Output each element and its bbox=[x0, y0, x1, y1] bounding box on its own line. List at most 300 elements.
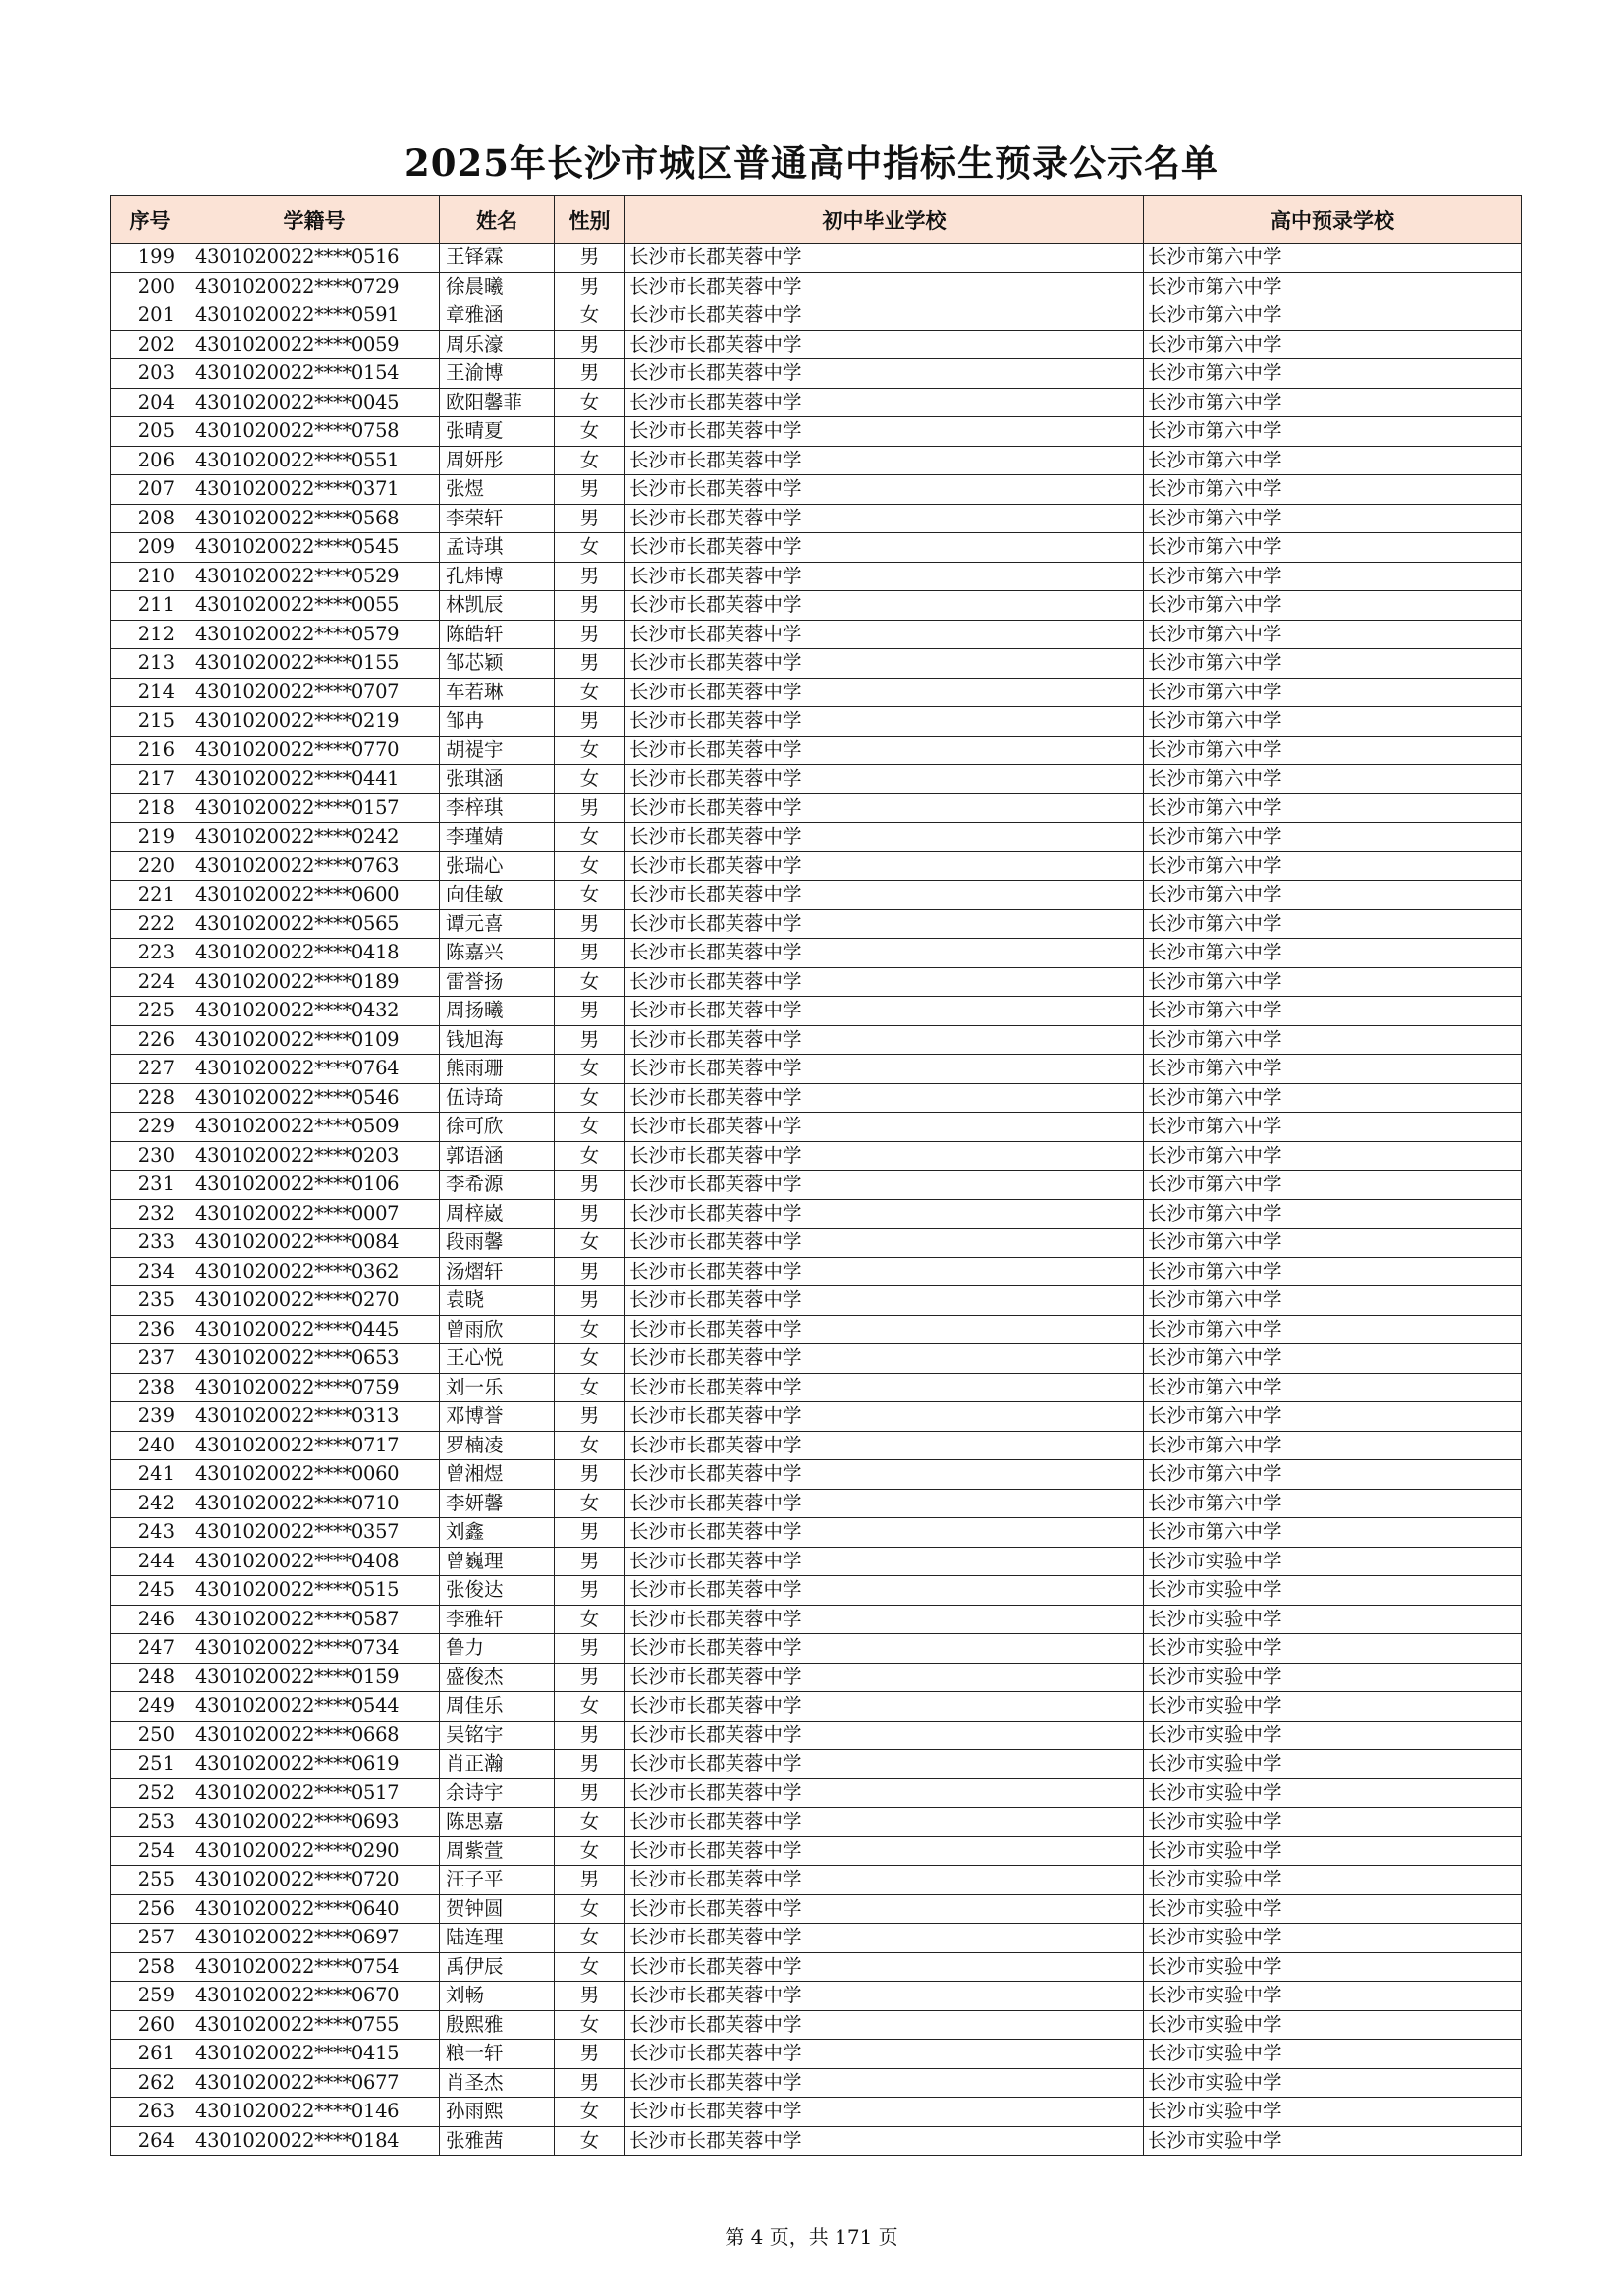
cell-middle-school: 长沙市长郡芙蓉中学 bbox=[625, 1141, 1144, 1171]
cell-gender: 男 bbox=[555, 244, 625, 273]
table-row bbox=[111, 1113, 1522, 1142]
cell-student-id: 4301020022****0415 bbox=[189, 2040, 440, 2069]
cell-name: 肖正瀚 bbox=[440, 1750, 555, 1779]
cell-name: 张雅茜 bbox=[440, 2126, 555, 2156]
cell-middle-school: 长沙市长郡芙蓉中学 bbox=[625, 1257, 1144, 1286]
table-row bbox=[111, 1402, 1522, 1432]
cell-high-school: 长沙市第六中学 bbox=[1144, 823, 1522, 852]
cell-student-id: 4301020022****0155 bbox=[189, 649, 440, 679]
cell-gender: 男 bbox=[555, 359, 625, 389]
table-row bbox=[111, 967, 1522, 997]
cell-index: 242 bbox=[111, 1489, 189, 1518]
table-row bbox=[111, 1982, 1522, 2011]
cell-middle-school: 长沙市长郡芙蓉中学 bbox=[625, 967, 1144, 997]
cell-high-school: 长沙市第六中学 bbox=[1144, 1402, 1522, 1432]
cell-gender: 男 bbox=[555, 1199, 625, 1229]
cell-name: 吴铭宇 bbox=[440, 1721, 555, 1750]
cell-student-id: 4301020022****0770 bbox=[189, 736, 440, 765]
table-row bbox=[111, 2040, 1522, 2069]
cell-name: 李梓琪 bbox=[440, 793, 555, 823]
cell-index: 240 bbox=[111, 1431, 189, 1460]
cell-middle-school: 长沙市长郡芙蓉中学 bbox=[625, 1489, 1144, 1518]
cell-index: 244 bbox=[111, 1547, 189, 1576]
cell-gender: 男 bbox=[555, 591, 625, 621]
cell-index: 213 bbox=[111, 649, 189, 679]
cell-middle-school: 长沙市长郡芙蓉中学 bbox=[625, 1924, 1144, 1953]
cell-gender: 男 bbox=[555, 1547, 625, 1576]
cell-high-school: 长沙市第六中学 bbox=[1144, 1286, 1522, 1316]
cell-high-school: 长沙市实验中学 bbox=[1144, 1778, 1522, 1808]
table-row bbox=[111, 1634, 1522, 1664]
cell-student-id: 4301020022****0084 bbox=[189, 1229, 440, 1258]
cell-name: 汤熠轩 bbox=[440, 1257, 555, 1286]
cell-high-school: 长沙市第六中学 bbox=[1144, 446, 1522, 475]
cell-student-id: 4301020022****0677 bbox=[189, 2068, 440, 2098]
cell-index: 218 bbox=[111, 793, 189, 823]
cell-index: 200 bbox=[111, 272, 189, 301]
cell-gender: 男 bbox=[555, 793, 625, 823]
cell-index: 253 bbox=[111, 1808, 189, 1837]
cell-gender: 女 bbox=[555, 417, 625, 447]
cell-index: 215 bbox=[111, 707, 189, 737]
table-row bbox=[111, 736, 1522, 765]
cell-name: 曾雨欣 bbox=[440, 1315, 555, 1344]
cell-middle-school: 长沙市长郡芙蓉中学 bbox=[625, 591, 1144, 621]
header-gender: 性别 bbox=[555, 196, 625, 244]
cell-high-school: 长沙市第六中学 bbox=[1144, 272, 1522, 301]
table-row bbox=[111, 851, 1522, 881]
cell-name: 孔炜博 bbox=[440, 562, 555, 591]
table-row bbox=[111, 1171, 1522, 1200]
cell-index: 262 bbox=[111, 2068, 189, 2098]
cell-index: 199 bbox=[111, 244, 189, 273]
table-row bbox=[111, 1750, 1522, 1779]
table-row bbox=[111, 1315, 1522, 1344]
cell-name: 粮一轩 bbox=[440, 2040, 555, 2069]
cell-middle-school: 长沙市长郡芙蓉中学 bbox=[625, 359, 1144, 389]
cell-high-school: 长沙市第六中学 bbox=[1144, 939, 1522, 968]
cell-name: 张琪涵 bbox=[440, 765, 555, 794]
cell-name: 张俊达 bbox=[440, 1576, 555, 1606]
cell-high-school: 长沙市第六中学 bbox=[1144, 1257, 1522, 1286]
cell-index: 219 bbox=[111, 823, 189, 852]
table-row bbox=[111, 359, 1522, 389]
cell-high-school: 长沙市第六中学 bbox=[1144, 736, 1522, 765]
cell-name: 肖圣杰 bbox=[440, 2068, 555, 2098]
cell-middle-school: 长沙市长郡芙蓉中学 bbox=[625, 909, 1144, 939]
cell-high-school: 长沙市第六中学 bbox=[1144, 851, 1522, 881]
cell-name: 鲁力 bbox=[440, 1634, 555, 1664]
cell-index: 258 bbox=[111, 1952, 189, 1982]
table-row bbox=[111, 1257, 1522, 1286]
cell-name: 陆连理 bbox=[440, 1924, 555, 1953]
cell-gender: 男 bbox=[555, 939, 625, 968]
header-name: 姓名 bbox=[440, 196, 555, 244]
table-row bbox=[111, 1489, 1522, 1518]
table-row bbox=[111, 446, 1522, 475]
cell-middle-school: 长沙市长郡芙蓉中学 bbox=[625, 562, 1144, 591]
cell-gender: 男 bbox=[555, 330, 625, 359]
cell-student-id: 4301020022****0045 bbox=[189, 388, 440, 417]
cell-gender: 男 bbox=[555, 649, 625, 679]
table-row bbox=[111, 1229, 1522, 1258]
cell-student-id: 4301020022****0758 bbox=[189, 417, 440, 447]
cell-high-school: 长沙市第六中学 bbox=[1144, 1315, 1522, 1344]
cell-high-school: 长沙市第六中学 bbox=[1144, 244, 1522, 273]
table-row bbox=[111, 1141, 1522, 1171]
cell-gender: 男 bbox=[555, 562, 625, 591]
cell-index: 223 bbox=[111, 939, 189, 968]
cell-middle-school: 长沙市长郡芙蓉中学 bbox=[625, 2040, 1144, 2069]
cell-middle-school: 长沙市长郡芙蓉中学 bbox=[625, 1402, 1144, 1432]
cell-student-id: 4301020022****0362 bbox=[189, 1257, 440, 1286]
table-row bbox=[111, 272, 1522, 301]
cell-high-school: 长沙市实验中学 bbox=[1144, 1952, 1522, 1982]
table-row bbox=[111, 1055, 1522, 1084]
cell-gender: 女 bbox=[555, 678, 625, 707]
table-row bbox=[111, 1518, 1522, 1548]
cell-middle-school: 长沙市长郡芙蓉中学 bbox=[625, 678, 1144, 707]
cell-name: 王铎霖 bbox=[440, 244, 555, 273]
cell-gender: 男 bbox=[555, 1402, 625, 1432]
cell-index: 243 bbox=[111, 1518, 189, 1548]
cell-middle-school: 长沙市长郡芙蓉中学 bbox=[625, 1431, 1144, 1460]
cell-high-school: 长沙市第六中学 bbox=[1144, 1373, 1522, 1402]
cell-name: 徐可欣 bbox=[440, 1113, 555, 1142]
cell-high-school: 长沙市第六中学 bbox=[1144, 678, 1522, 707]
table-row bbox=[111, 1547, 1522, 1576]
cell-index: 251 bbox=[111, 1750, 189, 1779]
cell-middle-school: 长沙市长郡芙蓉中学 bbox=[625, 2010, 1144, 2040]
cell-index: 201 bbox=[111, 301, 189, 331]
cell-index: 235 bbox=[111, 1286, 189, 1316]
table-row bbox=[111, 417, 1522, 447]
cell-student-id: 4301020022****0693 bbox=[189, 1808, 440, 1837]
cell-student-id: 4301020022****0754 bbox=[189, 1952, 440, 1982]
cell-student-id: 4301020022****0729 bbox=[189, 272, 440, 301]
cell-high-school: 长沙市实验中学 bbox=[1144, 1894, 1522, 1924]
cell-middle-school: 长沙市长郡芙蓉中学 bbox=[625, 1344, 1144, 1374]
cell-gender: 男 bbox=[555, 475, 625, 505]
cell-middle-school: 长沙市长郡芙蓉中学 bbox=[625, 1518, 1144, 1548]
cell-middle-school: 长沙市长郡芙蓉中学 bbox=[625, 533, 1144, 563]
cell-student-id: 4301020022****0546 bbox=[189, 1083, 440, 1113]
cell-student-id: 4301020022****0717 bbox=[189, 1431, 440, 1460]
cell-gender: 女 bbox=[555, 967, 625, 997]
cell-gender: 女 bbox=[555, 2010, 625, 2040]
cell-student-id: 4301020022****0445 bbox=[189, 1315, 440, 1344]
table-row bbox=[111, 765, 1522, 794]
cell-high-school: 长沙市第六中学 bbox=[1144, 997, 1522, 1026]
cell-name: 曾湘煜 bbox=[440, 1460, 555, 1490]
cell-name: 周佳乐 bbox=[440, 1692, 555, 1722]
cell-student-id: 4301020022****0203 bbox=[189, 1141, 440, 1171]
cell-name: 向佳敏 bbox=[440, 881, 555, 910]
cell-middle-school: 长沙市长郡芙蓉中学 bbox=[625, 1547, 1144, 1576]
cell-student-id: 4301020022****0600 bbox=[189, 881, 440, 910]
table-row bbox=[111, 1286, 1522, 1316]
table-row bbox=[111, 1025, 1522, 1055]
cell-gender: 女 bbox=[555, 2126, 625, 2156]
cell-middle-school: 长沙市长郡芙蓉中学 bbox=[625, 1083, 1144, 1113]
cell-high-school: 长沙市第六中学 bbox=[1144, 359, 1522, 389]
cell-name: 孙雨熙 bbox=[440, 2098, 555, 2127]
cell-index: 259 bbox=[111, 1982, 189, 2011]
cell-high-school: 长沙市第六中学 bbox=[1144, 909, 1522, 939]
cell-high-school: 长沙市实验中学 bbox=[1144, 1576, 1522, 1606]
cell-name: 盛俊杰 bbox=[440, 1663, 555, 1692]
cell-name: 谭元喜 bbox=[440, 909, 555, 939]
cell-middle-school: 长沙市长郡芙蓉中学 bbox=[625, 881, 1144, 910]
cell-gender: 女 bbox=[555, 1141, 625, 1171]
cell-name: 王渝博 bbox=[440, 359, 555, 389]
cell-student-id: 4301020022****0764 bbox=[189, 1055, 440, 1084]
cell-student-id: 4301020022****0551 bbox=[189, 446, 440, 475]
cell-high-school: 长沙市实验中学 bbox=[1144, 1836, 1522, 1866]
cell-student-id: 4301020022****0007 bbox=[189, 1199, 440, 1229]
cell-middle-school: 长沙市长郡芙蓉中学 bbox=[625, 1315, 1144, 1344]
cell-high-school: 长沙市第六中学 bbox=[1144, 533, 1522, 563]
cell-name: 章雅涵 bbox=[440, 301, 555, 331]
cell-gender: 女 bbox=[555, 1894, 625, 1924]
cell-student-id: 4301020022****0313 bbox=[189, 1402, 440, 1432]
page-title: 2025年长沙市城区普通高中指标生预录公示名单 bbox=[405, 141, 1218, 185]
cell-student-id: 4301020022****0154 bbox=[189, 359, 440, 389]
cell-index: 263 bbox=[111, 2098, 189, 2127]
cell-middle-school: 长沙市长郡芙蓉中学 bbox=[625, 1836, 1144, 1866]
cell-high-school: 长沙市第六中学 bbox=[1144, 620, 1522, 649]
cell-index: 252 bbox=[111, 1778, 189, 1808]
cell-middle-school: 长沙市长郡芙蓉中学 bbox=[625, 1576, 1144, 1606]
cell-index: 256 bbox=[111, 1894, 189, 1924]
table-row bbox=[111, 475, 1522, 505]
cell-name: 李瑾婧 bbox=[440, 823, 555, 852]
cell-gender: 男 bbox=[555, 1576, 625, 1606]
cell-name: 殷熙雅 bbox=[440, 2010, 555, 2040]
table-row bbox=[111, 1199, 1522, 1229]
cell-gender: 女 bbox=[555, 823, 625, 852]
cell-middle-school: 长沙市长郡芙蓉中学 bbox=[625, 736, 1144, 765]
cell-middle-school: 长沙市长郡芙蓉中学 bbox=[625, 1808, 1144, 1837]
cell-name: 陈嘉兴 bbox=[440, 939, 555, 968]
cell-high-school: 长沙市第六中学 bbox=[1144, 504, 1522, 533]
cell-index: 217 bbox=[111, 765, 189, 794]
cell-middle-school: 长沙市长郡芙蓉中学 bbox=[625, 272, 1144, 301]
cell-name: 段雨馨 bbox=[440, 1229, 555, 1258]
cell-middle-school: 长沙市长郡芙蓉中学 bbox=[625, 997, 1144, 1026]
cell-index: 224 bbox=[111, 967, 189, 997]
cell-gender: 男 bbox=[555, 707, 625, 737]
cell-middle-school: 长沙市长郡芙蓉中学 bbox=[625, 475, 1144, 505]
cell-student-id: 4301020022****0371 bbox=[189, 475, 440, 505]
cell-high-school: 长沙市第六中学 bbox=[1144, 591, 1522, 621]
cell-name: 王心悦 bbox=[440, 1344, 555, 1374]
cell-middle-school: 长沙市长郡芙蓉中学 bbox=[625, 1663, 1144, 1692]
table-row bbox=[111, 620, 1522, 649]
cell-index: 226 bbox=[111, 1025, 189, 1055]
table-row bbox=[111, 1431, 1522, 1460]
cell-student-id: 4301020022****0653 bbox=[189, 1344, 440, 1374]
cell-index: 261 bbox=[111, 2040, 189, 2069]
cell-index: 232 bbox=[111, 1199, 189, 1229]
cell-high-school: 长沙市第六中学 bbox=[1144, 1171, 1522, 1200]
cell-gender: 女 bbox=[555, 301, 625, 331]
cell-index: 230 bbox=[111, 1141, 189, 1171]
cell-student-id: 4301020022****0441 bbox=[189, 765, 440, 794]
cell-middle-school: 长沙市长郡芙蓉中学 bbox=[625, 851, 1144, 881]
table-row bbox=[111, 881, 1522, 910]
cell-index: 233 bbox=[111, 1229, 189, 1258]
cell-student-id: 4301020022****0357 bbox=[189, 1518, 440, 1548]
cell-name: 刘畅 bbox=[440, 1982, 555, 2011]
cell-middle-school: 长沙市长郡芙蓉中学 bbox=[625, 388, 1144, 417]
table-row bbox=[111, 649, 1522, 679]
cell-student-id: 4301020022****0565 bbox=[189, 909, 440, 939]
cell-middle-school: 长沙市长郡芙蓉中学 bbox=[625, 1721, 1144, 1750]
table-row bbox=[111, 2068, 1522, 2098]
cell-student-id: 4301020022****0516 bbox=[189, 244, 440, 273]
cell-index: 212 bbox=[111, 620, 189, 649]
cell-middle-school: 长沙市长郡芙蓉中学 bbox=[625, 1750, 1144, 1779]
cell-high-school: 长沙市第六中学 bbox=[1144, 330, 1522, 359]
cell-high-school: 长沙市实验中学 bbox=[1144, 2098, 1522, 2127]
table-row bbox=[111, 793, 1522, 823]
table-row bbox=[111, 707, 1522, 737]
cell-middle-school: 长沙市长郡芙蓉中学 bbox=[625, 1778, 1144, 1808]
cell-middle-school: 长沙市长郡芙蓉中学 bbox=[625, 1025, 1144, 1055]
cell-index: 229 bbox=[111, 1113, 189, 1142]
cell-index: 237 bbox=[111, 1344, 189, 1374]
table-row bbox=[111, 1808, 1522, 1837]
cell-index: 264 bbox=[111, 2126, 189, 2156]
cell-student-id: 4301020022****0710 bbox=[189, 1489, 440, 1518]
cell-student-id: 4301020022****0242 bbox=[189, 823, 440, 852]
cell-name: 徐晨曦 bbox=[440, 272, 555, 301]
cell-gender: 女 bbox=[555, 1489, 625, 1518]
cell-high-school: 长沙市第六中学 bbox=[1144, 967, 1522, 997]
cell-high-school: 长沙市第六中学 bbox=[1144, 765, 1522, 794]
cell-name: 李雅轩 bbox=[440, 1605, 555, 1634]
cell-middle-school: 长沙市长郡芙蓉中学 bbox=[625, 1952, 1144, 1982]
cell-name: 张煜 bbox=[440, 475, 555, 505]
table-row bbox=[111, 939, 1522, 968]
cell-middle-school: 长沙市长郡芙蓉中学 bbox=[625, 1982, 1144, 2011]
cell-middle-school: 长沙市长郡芙蓉中学 bbox=[625, 1605, 1144, 1634]
cell-student-id: 4301020022****0159 bbox=[189, 1663, 440, 1692]
cell-high-school: 长沙市第六中学 bbox=[1144, 1025, 1522, 1055]
cell-student-id: 4301020022****0755 bbox=[189, 2010, 440, 2040]
table-row bbox=[111, 1866, 1522, 1895]
cell-student-id: 4301020022****0157 bbox=[189, 793, 440, 823]
cell-gender: 女 bbox=[555, 1315, 625, 1344]
cell-gender: 男 bbox=[555, 1778, 625, 1808]
cell-index: 220 bbox=[111, 851, 189, 881]
cell-index: 245 bbox=[111, 1576, 189, 1606]
cell-middle-school: 长沙市长郡芙蓉中学 bbox=[625, 2098, 1144, 2127]
cell-student-id: 4301020022****0418 bbox=[189, 939, 440, 968]
cell-gender: 女 bbox=[555, 1229, 625, 1258]
cell-middle-school: 长沙市长郡芙蓉中学 bbox=[625, 1373, 1144, 1402]
cell-index: 247 bbox=[111, 1634, 189, 1664]
cell-index: 250 bbox=[111, 1721, 189, 1750]
table-row bbox=[111, 909, 1522, 939]
cell-gender: 男 bbox=[555, 1460, 625, 1490]
cell-high-school: 长沙市实验中学 bbox=[1144, 1605, 1522, 1634]
cell-high-school: 长沙市第六中学 bbox=[1144, 793, 1522, 823]
cell-name: 周紫萱 bbox=[440, 1836, 555, 1866]
cell-student-id: 4301020022****0059 bbox=[189, 330, 440, 359]
cell-high-school: 长沙市实验中学 bbox=[1144, 1721, 1522, 1750]
cell-middle-school: 长沙市长郡芙蓉中学 bbox=[625, 1866, 1144, 1895]
cell-name: 雷誉扬 bbox=[440, 967, 555, 997]
cell-high-school: 长沙市第六中学 bbox=[1144, 301, 1522, 331]
cell-gender: 男 bbox=[555, 1257, 625, 1286]
cell-gender: 男 bbox=[555, 1750, 625, 1779]
cell-middle-school: 长沙市长郡芙蓉中学 bbox=[625, 1894, 1144, 1924]
cell-gender: 女 bbox=[555, 1836, 625, 1866]
cell-student-id: 4301020022****0517 bbox=[189, 1778, 440, 1808]
cell-high-school: 长沙市第六中学 bbox=[1144, 417, 1522, 447]
cell-name: 曾巍理 bbox=[440, 1547, 555, 1576]
cell-middle-school: 长沙市长郡芙蓉中学 bbox=[625, 1113, 1144, 1142]
cell-high-school: 长沙市第六中学 bbox=[1144, 1489, 1522, 1518]
cell-middle-school: 长沙市长郡芙蓉中学 bbox=[625, 417, 1144, 447]
cell-index: 227 bbox=[111, 1055, 189, 1084]
table-row bbox=[111, 2098, 1522, 2127]
cell-high-school: 长沙市第六中学 bbox=[1144, 1199, 1522, 1229]
cell-gender: 女 bbox=[555, 1692, 625, 1722]
cell-high-school: 长沙市实验中学 bbox=[1144, 1750, 1522, 1779]
cell-name: 陈思嘉 bbox=[440, 1808, 555, 1837]
cell-high-school: 长沙市第六中学 bbox=[1144, 475, 1522, 505]
table-row bbox=[111, 591, 1522, 621]
cell-high-school: 长沙市第六中学 bbox=[1144, 707, 1522, 737]
table-row bbox=[111, 388, 1522, 417]
table-row bbox=[111, 301, 1522, 331]
cell-student-id: 4301020022****0579 bbox=[189, 620, 440, 649]
table-row bbox=[111, 1663, 1522, 1692]
cell-gender: 男 bbox=[555, 2068, 625, 2098]
cell-high-school: 长沙市实验中学 bbox=[1144, 2010, 1522, 2040]
cell-middle-school: 长沙市长郡芙蓉中学 bbox=[625, 446, 1144, 475]
cell-name: 周妍彤 bbox=[440, 446, 555, 475]
cell-index: 231 bbox=[111, 1171, 189, 1200]
cell-student-id: 4301020022****0189 bbox=[189, 967, 440, 997]
cell-gender: 女 bbox=[555, 736, 625, 765]
cell-index: 254 bbox=[111, 1836, 189, 1866]
cell-gender: 男 bbox=[555, 909, 625, 939]
cell-high-school: 长沙市第六中学 bbox=[1144, 1113, 1522, 1142]
cell-middle-school: 长沙市长郡芙蓉中学 bbox=[625, 2126, 1144, 2156]
cell-student-id: 4301020022****0432 bbox=[189, 997, 440, 1026]
cell-name: 李妍馨 bbox=[440, 1489, 555, 1518]
cell-name: 周乐濠 bbox=[440, 330, 555, 359]
cell-gender: 男 bbox=[555, 272, 625, 301]
cell-gender: 女 bbox=[555, 1373, 625, 1402]
cell-student-id: 4301020022****0545 bbox=[189, 533, 440, 563]
cell-gender: 男 bbox=[555, 2040, 625, 2069]
cell-index: 234 bbox=[111, 1257, 189, 1286]
header-middle-school: 初中毕业学校 bbox=[625, 196, 1144, 244]
page-footer: 第 4 页，共 171 页 bbox=[725, 2225, 898, 2249]
table-row bbox=[111, 1778, 1522, 1808]
table-row bbox=[111, 504, 1522, 533]
cell-gender: 女 bbox=[555, 1113, 625, 1142]
cell-student-id: 4301020022****0697 bbox=[189, 1924, 440, 1953]
cell-name: 刘鑫 bbox=[440, 1518, 555, 1548]
cell-middle-school: 长沙市长郡芙蓉中学 bbox=[625, 1199, 1144, 1229]
cell-middle-school: 长沙市长郡芙蓉中学 bbox=[625, 620, 1144, 649]
